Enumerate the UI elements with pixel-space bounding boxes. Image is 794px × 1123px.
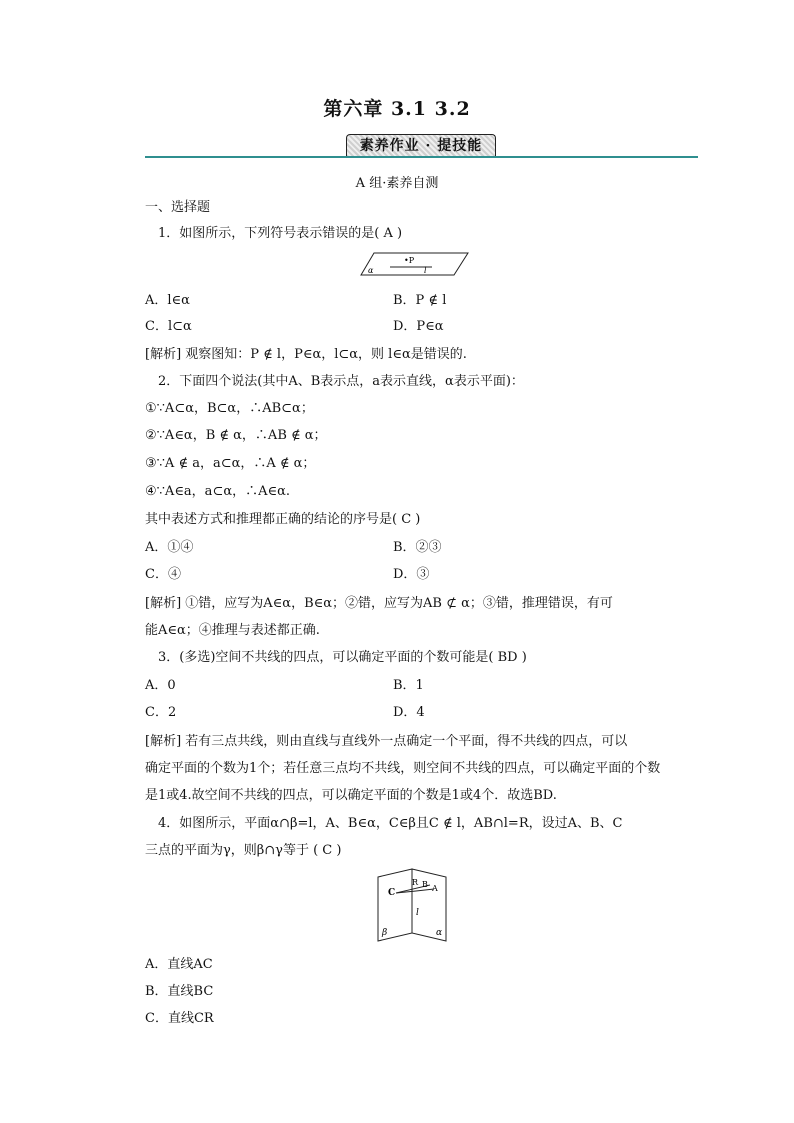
q4-option-b: B．直线BC bbox=[145, 984, 214, 999]
q2-statement-4: ④∵A∈a，a⊂α，∴A∈α. bbox=[145, 484, 291, 499]
q1-plane-figure bbox=[360, 252, 470, 276]
q2-analysis-line1: [解析] ①错，应写为A∈α，B∈α；②错，应写为AB ⊄ α；③错，推理错误，有可 bbox=[145, 596, 613, 611]
q3-option-d: D．4 bbox=[393, 705, 425, 720]
q4-fig-alpha: α bbox=[436, 928, 443, 938]
q2-option-c: C．④ bbox=[145, 567, 181, 582]
q4-fig-r: R bbox=[412, 878, 419, 887]
q4-fig-l: l bbox=[416, 908, 419, 918]
q3-option-b: B．1 bbox=[393, 678, 424, 693]
q3-analysis-line1: [解析] 若有三点共线，则由直线与直线外一点确定一个平面，得不共线的四点，可以 bbox=[145, 734, 628, 749]
q2-analysis-line2: 能A∈α；④推理与表述都正确. bbox=[145, 623, 320, 638]
q3-analysis-line3: 是1或4.故空间不共线的四点，可以确定平面的个数是1或4个．故选BD. bbox=[145, 788, 557, 803]
q4-fig-b: B bbox=[422, 880, 428, 889]
q1-option-a: A．l∈α bbox=[145, 293, 190, 308]
q4-stem-line1: 4．如图所示，平面α∩β=l，A、B∈α，C∈β且C ∉ l，AB∩l=R，设过A、B、C bbox=[158, 816, 623, 831]
q2-option-a: A．①④ bbox=[145, 540, 194, 555]
q2-question: 其中表述方式和推理都正确的结论的序号是( C ) bbox=[145, 512, 421, 527]
q4-fig-c: C bbox=[388, 888, 396, 898]
q1-analysis: [解析] 观察图知：P ∉ l，P∈α，l⊂α，则 l∈α是错误的. bbox=[145, 347, 467, 362]
q3-option-c: C．2 bbox=[145, 705, 177, 720]
q2-statement-2: ②∵A∈α，B ∉ α，∴AB ∉ α； bbox=[145, 428, 327, 443]
q4-fig-beta: β bbox=[382, 928, 388, 938]
q4-dihedral-figure bbox=[374, 867, 450, 943]
q4-stem-line2: 三点的平面为γ，则β∩γ等于 ( C ) bbox=[145, 843, 342, 858]
q1-option-b: B．P ∉ l bbox=[393, 293, 447, 308]
q1-option-c: C．l⊂α bbox=[145, 319, 192, 334]
q1-fig-alpha: α bbox=[368, 266, 374, 275]
q2-option-d: D．③ bbox=[393, 567, 430, 582]
q4-option-a: A．直线AC bbox=[145, 957, 213, 972]
q2-stem: 2．下面四个说法(其中A、B表示点，a表示直线，α表示平面)： bbox=[158, 374, 524, 389]
q2-statement-1: ①∵A⊂α，B⊂α，∴AB⊂α； bbox=[145, 401, 314, 416]
q2-statement-3: ③∵A ∉ a，a⊂α，∴A ∉ α； bbox=[145, 456, 316, 471]
q4-option-c: C．直线CR bbox=[145, 1011, 214, 1026]
q4-fig-a: A bbox=[432, 884, 438, 893]
section-banner: 素养作业 · 提技能 bbox=[346, 134, 496, 157]
q3-analysis-line2: 确定平面的个数为1个；若任意三点均不共线，则空间不共线的四点，可以确定平面的个数 bbox=[145, 761, 661, 776]
group-heading: A 组·素养自测 bbox=[355, 176, 439, 191]
q1-fig-l: l bbox=[424, 266, 427, 275]
q1-fig-point-p: •P bbox=[404, 256, 415, 265]
q3-stem: 3．(多选)空间不共线的四点，可以确定平面的个数可能是( BD ) bbox=[158, 650, 527, 665]
q1-stem: 1．如图所示，下列符号表示错误的是( A ) bbox=[158, 226, 403, 241]
q2-option-b: B．②③ bbox=[393, 540, 442, 555]
q3-option-a: A．0 bbox=[145, 678, 176, 693]
section-heading: 一、选择题 bbox=[145, 200, 211, 215]
q1-option-d: D．P∈α bbox=[393, 319, 444, 334]
page-title: 第六章 3.1 3.2 bbox=[323, 98, 471, 120]
banner-divider bbox=[145, 156, 698, 158]
